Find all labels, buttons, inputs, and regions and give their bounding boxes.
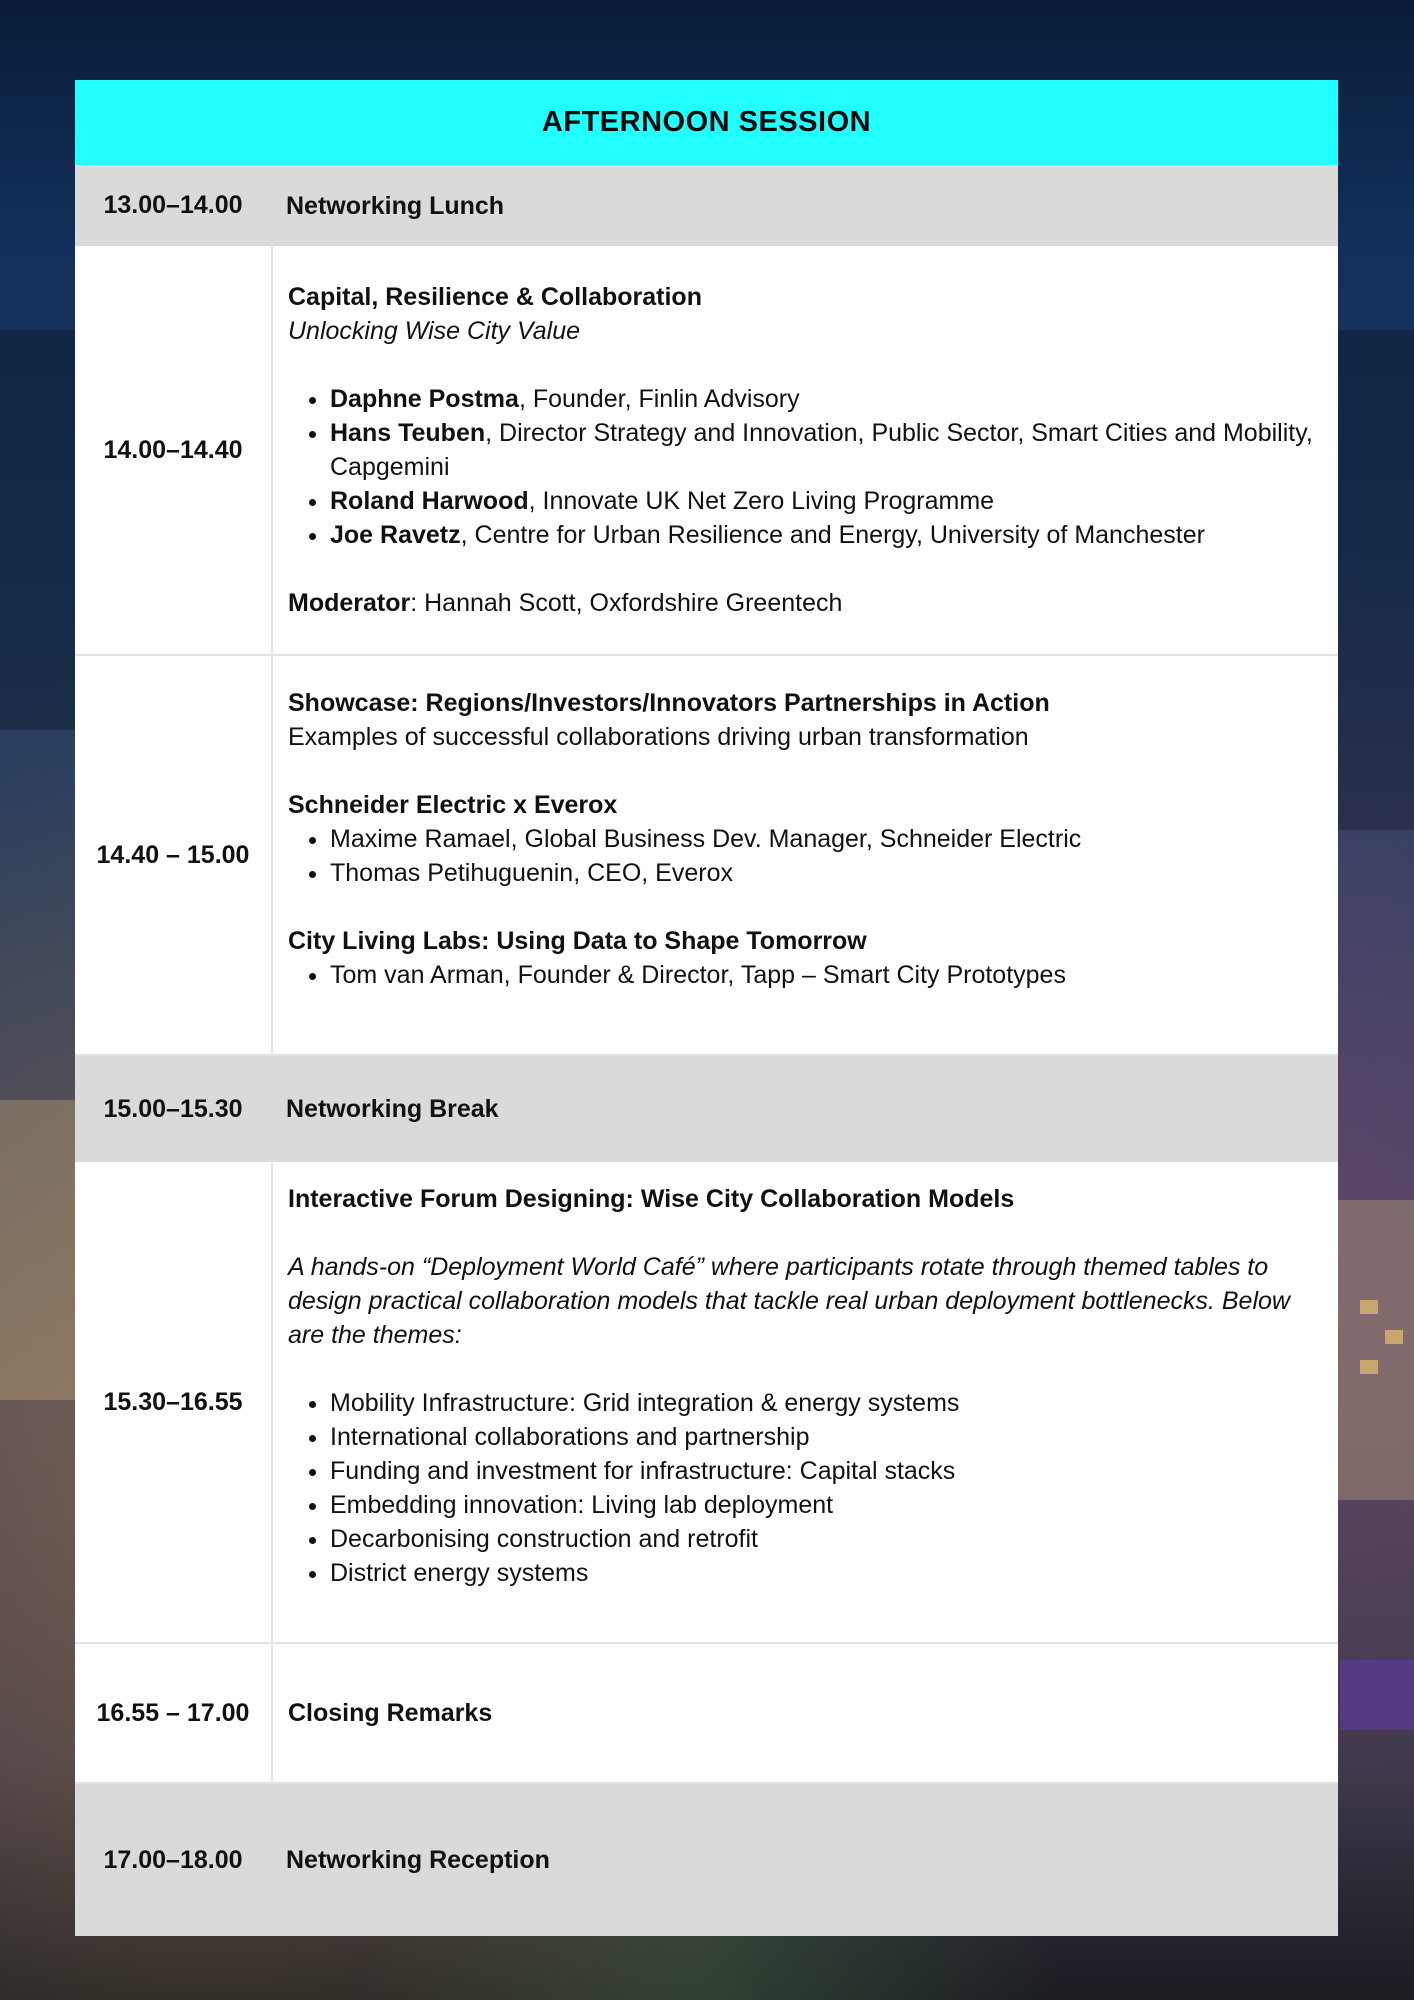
time-cell: 14.00–14.40: [75, 246, 273, 654]
group-title: City Living Labs: Using Data to Shape Tomorrow: [288, 927, 867, 955]
list-item: • District energy systems: [330, 1556, 1318, 1590]
session-title: Capital, Resilience & Collaboration: [288, 283, 702, 311]
agenda-row-break: [75, 1056, 1338, 1162]
list-item: • International collaborations and partnership: [330, 1420, 1318, 1454]
moderator-line: Moderator: Hannah Scott, Oxfordshire Greentech: [288, 589, 843, 617]
agenda-row-showcase: [75, 656, 1338, 1056]
time-cell: 16.55 – 17.00: [75, 1644, 273, 1782]
speaker-list: [288, 382, 1318, 552]
session-subtitle: Unlocking Wise City Value: [288, 317, 581, 345]
list-item: • Hans Teuben, Director Strategy and Innovation, Public Sector, Smart Cities and Mobility, Capgemini: [330, 416, 1318, 484]
list-item: • Embedding innovation: Living lab deployment: [330, 1488, 1318, 1522]
section-header: [75, 80, 1338, 165]
time-cell: 15.00–15.30: [103, 1094, 243, 1123]
list-item: • Maxime Ramael, Global Business Dev. Manager, Schneider Electric: [330, 822, 1318, 856]
session-title: Closing Remarks: [288, 1699, 493, 1727]
session-title: Networking Lunch: [286, 191, 505, 220]
session-description: A hands-on “Deployment World Café” where participants rotate through themed tables to design practical collaboration models that tackle real urban deployment bottlenecks. Below are the themes:: [288, 1253, 1290, 1349]
session-title: Networking Reception: [286, 1846, 550, 1874]
time-cell: 13.00–14.00: [103, 191, 243, 219]
list-item: • Daphne Postma, Founder, Finlin Advisory: [330, 382, 1318, 416]
list-item: • Mobility Infrastructure: Grid integration & energy systems: [330, 1386, 1318, 1420]
list-item: • Decarbonising construction and retrofit: [330, 1522, 1318, 1556]
list-item: • Roland Harwood, Innovate UK Net Zero Living Programme: [330, 484, 1318, 518]
agenda-row-capital: [75, 246, 1338, 656]
session-title: Networking Break: [286, 1095, 499, 1123]
agenda-row-lunch: [75, 165, 1338, 246]
session-title: Showcase: Regions/Investors/Innovators Partnerships in Action: [288, 689, 1050, 717]
speaker-list: [288, 822, 1318, 890]
agenda-row-forum: [75, 1162, 1338, 1644]
agenda-row-closing: [75, 1644, 1338, 1784]
time-cell: 15.30–16.55: [75, 1162, 273, 1642]
time-cell: 17.00–18.00: [103, 1845, 243, 1874]
agenda-row-reception: [75, 1784, 1338, 1936]
session-subtitle: Examples of successful collaborations driving urban transformation: [288, 723, 1029, 751]
list-item: • Funding and investment for infrastructure: Capital stacks: [330, 1454, 1318, 1488]
agenda-table: [75, 80, 1338, 1936]
time-cell: 14.40 – 15.00: [75, 656, 273, 1054]
session-title: Interactive Forum Designing: Wise City Collaboration Models: [288, 1185, 1015, 1213]
group-title: Schneider Electric x Everox: [288, 791, 618, 819]
speaker-list: [288, 958, 1318, 992]
list-item: • Thomas Petihuguenin, CEO, Everox: [330, 856, 1318, 890]
theme-list: [288, 1386, 1318, 1590]
list-item: • Tom van Arman, Founder & Director, Tapp – Smart City Prototypes: [330, 958, 1318, 992]
section-title: AFTERNOON SESSION: [541, 106, 872, 138]
list-item: • Joe Ravetz, Centre for Urban Resilience and Energy, University of Manchester: [330, 518, 1318, 552]
